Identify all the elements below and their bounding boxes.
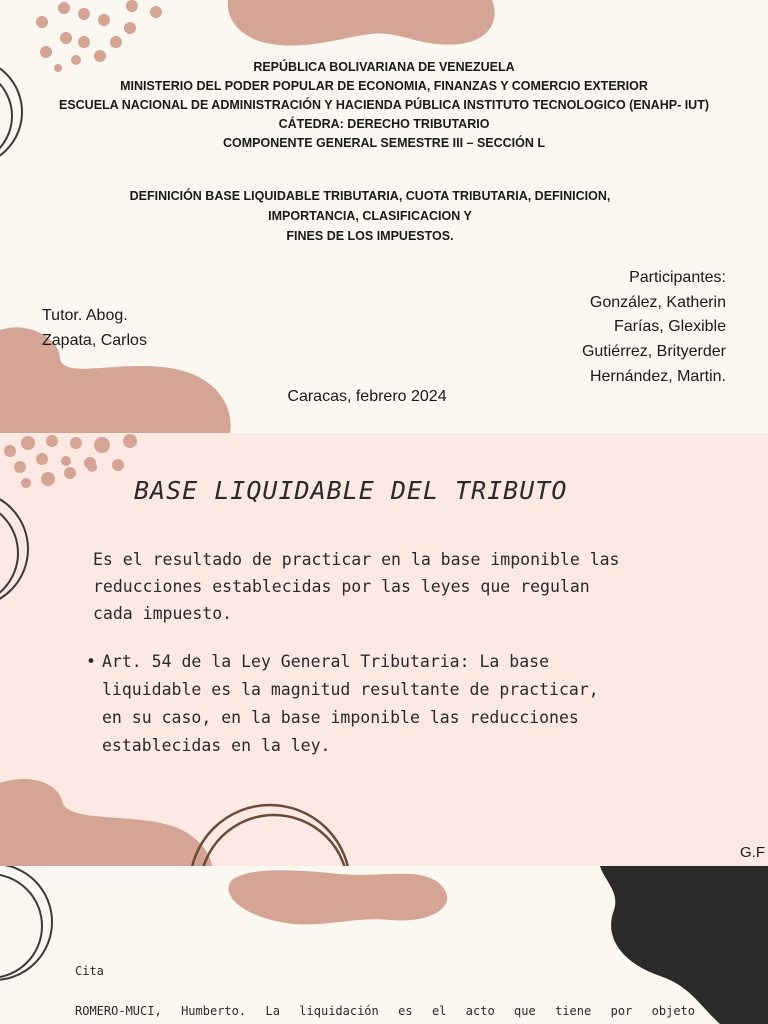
title-line: IMPORTANCIA, CLASIFICACION Y <box>268 209 472 223</box>
bullet-line: Art. 54 de la Ley General Tributaria: La base <box>102 652 550 671</box>
slide-title: BASE LIQUIDABLE DEL TRIBUTO <box>134 476 568 505</box>
tutor-line: Zapata, Carlos <box>42 331 147 349</box>
paragraph-line: cada impuesto. <box>93 604 233 623</box>
top-blob <box>228 0 495 46</box>
bullet-text <box>102 648 702 760</box>
slide-footer: G.F <box>740 844 765 861</box>
definition-paragraph <box>93 546 693 627</box>
institution-header <box>0 58 768 153</box>
cita-slide <box>0 866 768 1024</box>
paragraph-line: Es el resultado de practicar en la base imponible las <box>93 550 620 569</box>
participants-label: Participantes: <box>629 269 726 286</box>
cita-label: Cita <box>75 964 104 978</box>
document-title <box>60 186 680 246</box>
tutor-line: Tutor. Abog. <box>42 307 128 324</box>
bottom-ring <box>190 805 350 866</box>
bullet-dot-icon: • <box>86 652 96 671</box>
header-line: CÁTEDRA: DERECHO TRIBUTARIO <box>278 117 490 131</box>
cover-slide <box>0 0 768 433</box>
dot-cluster <box>4 434 137 488</box>
participant-name: Gutiérrez, Brityerder <box>581 343 726 361</box>
base-liquidable-slide <box>0 433 768 866</box>
title-line: FINES DE LOS IMPUESTOS. <box>286 229 454 243</box>
participant-name: Farías, Glexible <box>613 318 726 336</box>
paragraph-line: reducciones establecidas por las leyes que regulan <box>93 577 590 596</box>
participant-name: Hernández, Martin. <box>589 367 726 385</box>
dark-blob <box>600 866 768 1024</box>
left-ring <box>0 491 28 607</box>
title-line: DEFINICIÓN BASE LIQUIDABLE TRIBUTARIA, CUOTA TRIBUTARIA, DEFINICION, <box>129 189 611 203</box>
center-blob <box>229 870 448 924</box>
left-ring <box>0 866 52 980</box>
bottom-left-blob <box>0 779 212 866</box>
cita-text: ROMERO-MUCI, Humberto. La liquidación es el acto que tiene por objeto <box>75 1004 695 1018</box>
header-line: MINISTERIO DEL PODER POPULAR DE ECONOMIA, FINANZAS Y COMERCIO EXTERIOR <box>120 79 648 93</box>
slide3-decoration <box>0 866 768 1024</box>
bullet-line: en su caso, en la base imponible las reducciones <box>102 708 579 727</box>
participants-block <box>582 266 726 390</box>
header-line: REPÚBLICA BOLIVARIANA DE VENEZUELA <box>253 60 515 74</box>
participant-name: González, Katherin <box>589 293 726 311</box>
bullet-line: establecidas en la ley. <box>102 736 331 755</box>
place-date: Caracas, febrero 2024 <box>287 388 447 405</box>
header-line: ESCUELA NACIONAL DE ADMINISTRACIÓN Y HACIENDA PÚBLICA INSTITUTO TECNOLOGICO (ENAHP- IUT) <box>58 98 709 112</box>
tutor-block <box>42 304 147 353</box>
header-line: COMPONENTE GENERAL SEMESTRE III – SECCIÓN L <box>222 136 546 150</box>
bullet-line: liquidable es la magnitud resultante de practicar, <box>102 680 599 699</box>
